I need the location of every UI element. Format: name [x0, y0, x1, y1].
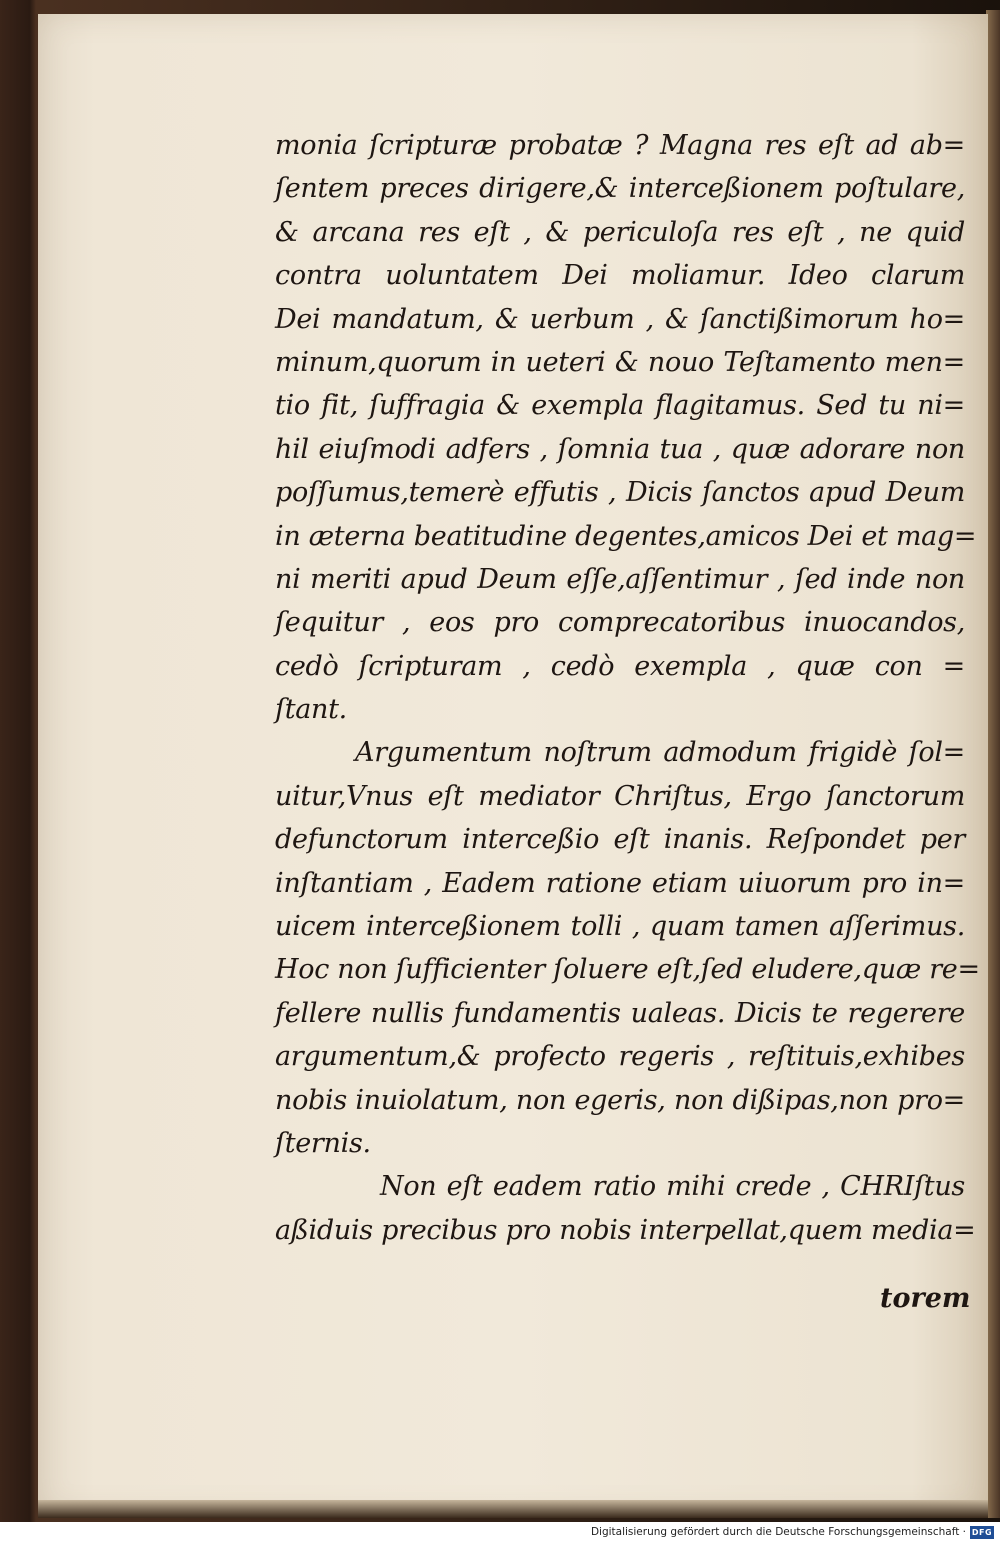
text-line: ſequitur , eos pro comprecatoribus inuocandos,	[275, 607, 965, 639]
catchword: torem	[880, 1283, 971, 1314]
footer-credit: Digitalisierung gefördert durch die Deutsche Forschungsgemeinschaft ·	[590, 1526, 966, 1538]
text-line: ni meriti apud Deum eſſe,aſſentimur , ſed inde non	[275, 563, 965, 595]
text-line: Dei mandatum, & uerbum , & ſanctißimorum ho=	[275, 303, 965, 335]
text-line: contra uoluntatem Dei moliamur. Ideo clarum	[275, 260, 965, 292]
text-line: uitur,Vnus eſt mediator Chriſtus, Ergo ſanctorum	[275, 780, 965, 812]
text-line: ſternis.	[275, 1127, 371, 1159]
text-line: uicem interceßionem tolli , quam tamen aſſerimus.	[275, 911, 965, 943]
text-line: defunctorum interceßio eſt inanis. Reſpondet per	[275, 824, 965, 856]
page-text	[275, 124, 980, 1252]
text-line: poſſumus,temerè effutis , Dicis ſanctos apud Deum	[275, 477, 965, 509]
text-line: minum,quorum in ueteri & nouo Teſtamento men=	[275, 346, 965, 378]
text-line: hil eiuſmodi adfers , ſomnia tua , quæ adorare non	[275, 433, 965, 465]
text-line: argumentum,& profecto regeris , reſtituis,exhibes	[275, 1041, 965, 1073]
text-line: in æterna beatitudine degentes,amicos Dei et mag=	[275, 520, 977, 552]
dfg-logo-icon: DFG	[971, 1528, 993, 1537]
text-line: aßiduis precibus pro nobis interpellat,quem media=	[275, 1214, 976, 1246]
text-line: ſtant.	[275, 694, 347, 726]
text-line: & arcana res eſt , & periculoſa res eſt , ne quid	[275, 216, 965, 248]
text-line: monia ſcripturæ probatæ ? Magna res eſt ad ab=	[275, 130, 965, 161]
digitization-footer	[0, 1522, 1000, 1543]
page-edge	[986, 10, 1000, 1518]
text-line: ſentem preces dirigere,& interceßionem poſtulare,	[275, 173, 965, 205]
text-line: inſtantiam , Eadem ratione etiam uiuorum pro in=	[275, 867, 965, 899]
text-line: nobis inuiolatum, non egeris, non dißipas,non pro=	[275, 1084, 965, 1116]
text-line: fellere nullis fundamentis ualeas. Dicis te regerere	[275, 997, 965, 1029]
text-line: tio fit, ſuffragia & exempla flagitamus. Sed tu ni=	[275, 390, 965, 422]
text-line: Hoc non ſufficienter ſoluere eſt,ſed eludere,quæ re=	[275, 954, 980, 986]
paragraph-start-line: Argumentum noſtrum admodum frigidè ſol=	[355, 737, 965, 769]
page-bottom-edge	[38, 1500, 988, 1518]
text-line: cedò ſcripturam , cedò exempla , quæ con =	[275, 650, 965, 682]
paragraph-start-line: Non eſt eadem ratio mihi crede , CHRIſtus	[380, 1171, 965, 1203]
